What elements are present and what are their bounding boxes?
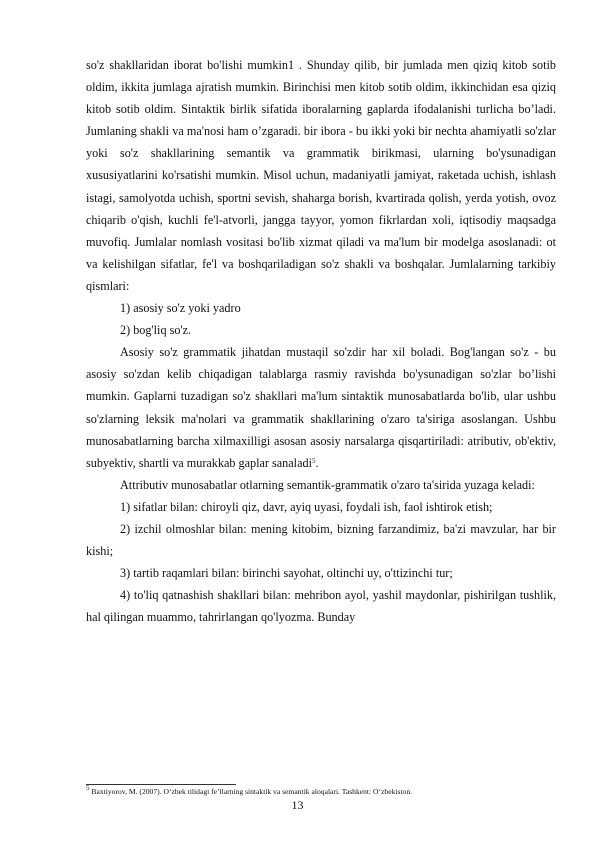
list-item-text: 2) bog'liq so'z. [120, 323, 192, 338]
list-item-text: 4) to'liq qatnashish shakllari bilan: mehribon ayol, yashil maydonlar, pishirilgan tushlik, hal qilingan muammo, tahrirlangan qo'lyozma. Bunday [86, 588, 556, 625]
footnote-marker: 5 [86, 784, 90, 792]
paragraph-text: Attributiv munosabatlar otlarning semantik-grammatik o'zaro ta'sirida yuzaga keladi: [120, 477, 535, 492]
footnote [86, 784, 556, 797]
footnote-text: Baxtiyorov, M. (2007). O‘zbek tilidagi fe’llarning sintaktik va semantik aloqalari. Tashkent: O‘zbekiston. [89, 787, 413, 796]
paragraph-text: so'z shakllaridan iborat bo'lishi mumkin1 . Shunday qilib, bir jumlada men qiziq kitob sotib oldim, ikkita jumlaga ajratish mumkin. Birinchisi men kitob sotib oldim, ikkinchidan esa qiziq kitob sotib oldim. Sintaktik birlik sifatida iboralarning gaplarda ifodalanishi turlicha bo’ladi. Jumlaning shakli va ma'nosi ham o’zgaradi. bir ibora - bu ikki yoki bir nechta ahamiyatli so'zlar yoki so'z shakllarining semantik va grammatik birikmasi, ularning bo'ysunadigan xususiyatlarini ko'rsatishi mumkin. Misol uchun, madaniyatli jamiyat, raketada uchish, ishlash istagi, samolyotda uchish, sportni sevish, shaharga borish, kvartirada qolish, yerda yotish, ovoz chiqarib o'qish, kuchli fe'l-atvorli, jangga tayyor, yomon fikrlardan xoli, iqtisodiy maqsadga muvofiq. Jumlalar nomlash vositasi bo'lib xizmat qiladi va ma'lum bir modelga asoslanadi: ot va kelishilgan sifatlar, fe'l va boshqariladigan so'z shakli va boshqalar. Jumlalarning tarkibiy qismlari: [86, 58, 556, 293]
list-item [86, 319, 556, 341]
body-text [86, 54, 556, 628]
list-item [86, 584, 556, 628]
list-item-text: 2) izchil olmoshlar bilan: mening kitobim, bizning farzandimiz, ba'zi mavzular, har bir kishi; [86, 521, 556, 559]
page-number: 13 [291, 798, 304, 812]
paragraph [86, 341, 556, 474]
footnote-reference[interactable]: 5 [311, 456, 316, 465]
list-item [86, 297, 556, 319]
list-item [86, 562, 556, 584]
list-item-text: 1) asosiy so'z yoki yadro [120, 301, 241, 316]
list-item-text: 3) tartib raqamlari bilan: birinchi sayohat, oltinchi uy, o'ttizinchi tur; [120, 566, 453, 581]
list-item-text: 1) sifatlar bilan: chiroyli qiz, davr, ayiq uyasi, foydali ish, faol ishtirok etish; [120, 499, 493, 514]
paragraph [86, 474, 556, 496]
list-item [86, 518, 556, 562]
paragraph-end-punctuation: . [315, 455, 319, 470]
paragraph [86, 54, 556, 297]
footnote-divider [86, 784, 236, 785]
paragraph-text: Asosiy so'z grammatik jihatdan mustaqil so'zdir har xil boladi. Bog'langan so'z - bu asosiy so'zdan kelib chiqadigan talablarga rasmiy ravishda bo'ysunadigan so'zlar bo’lishi mumkin. Gaplarni tuzadigan so'z shakllari ma'lum sintaktik munosabatlarda bo'lib, ular ushbu so'zlarning leksik ma'nolari va grammatik shakllarining o'zaro ta'siriga asoslangan. Ushbu munosabatlarning barcha xilmaxilligi asosan asosiy narsalarga qisqartiriladi: atributiv, ob'ektiv, subyektiv, shartli va murakkab gaplar sanaladi [86, 345, 556, 470]
list-item [86, 496, 556, 518]
